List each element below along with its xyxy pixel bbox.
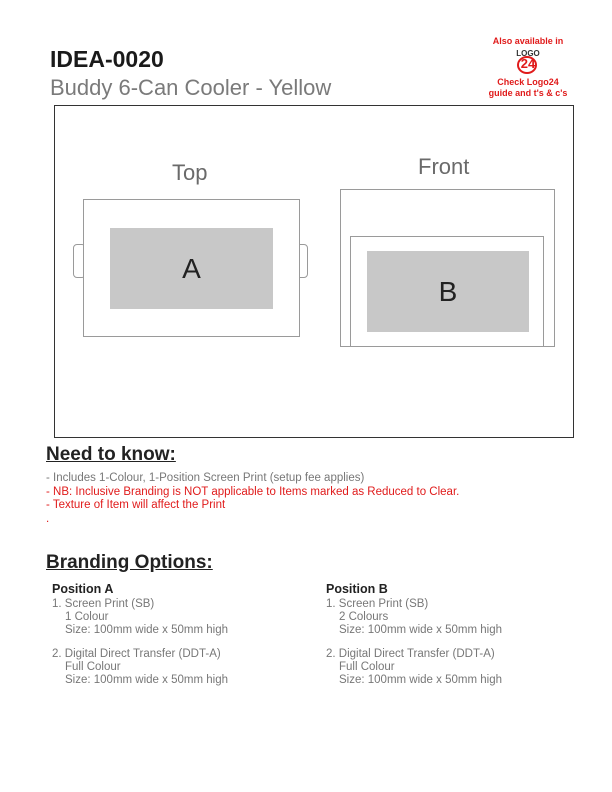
logo24-guide-text: guide and t's & c's [488,88,568,98]
logo24-badge [478,36,578,99]
position-heading: Position B [326,582,388,596]
branding-option-colours: 1 Colour [65,611,109,623]
logo24-logo-number: 24 [520,56,536,71]
front-view-label: Front [418,154,470,179]
logo24-logo-word: LOGO [516,49,540,58]
branding-option-size: Size: 100mm wide x 50mm high [65,624,228,636]
branding-option-size: Size: 100mm wide x 50mm high [339,624,502,636]
position-heading: Position A [52,582,114,596]
branding-option-size: Size: 100mm wide x 50mm high [65,674,228,686]
note-item: . [46,512,50,525]
branding-option-name: 2. Digital Direct Transfer (DDT-A) [52,648,221,660]
note-item: - Texture of Item will affect the Print [46,499,226,511]
product-name: Buddy 6-Can Cooler - Yellow [50,75,332,100]
branding-option-name: 1. Screen Print (SB) [326,598,429,610]
print-area-a-label: A [182,252,201,284]
logo24-check-text: Check Logo24 [497,77,559,87]
print-area-a [110,228,273,309]
note-item: - NB: Inclusive Branding is NOT applicable to Items marked as Reduced to Clear. [46,485,460,498]
top-view-label: Top [172,160,208,185]
print-area-b [367,251,529,332]
branding-option-colours: Full Colour [65,661,121,673]
need-to-know-heading: Need to know: [46,444,176,465]
branding-option-size: Size: 100mm wide x 50mm high [339,674,502,686]
logo24-logo [508,48,548,76]
product-code: IDEA-0020 [50,46,164,72]
branding-options-heading: Branding Options: [46,552,213,573]
branding-option-name: 1. Screen Print (SB) [52,598,155,610]
position-b-block [326,583,502,687]
print-area-b-label: B [438,275,458,307]
branding-option-name: 2. Digital Direct Transfer (DDT-A) [326,648,495,660]
position-a-block [52,583,228,687]
branding-option-colours: Full Colour [339,661,395,673]
logo24-availability-text: Also available in [492,36,564,46]
branding-option-colours: 2 Colours [339,611,389,623]
need-to-know-notes [46,472,459,526]
note-item: - Includes 1-Colour, 1-Position Screen Print (setup fee applies) [46,472,365,484]
